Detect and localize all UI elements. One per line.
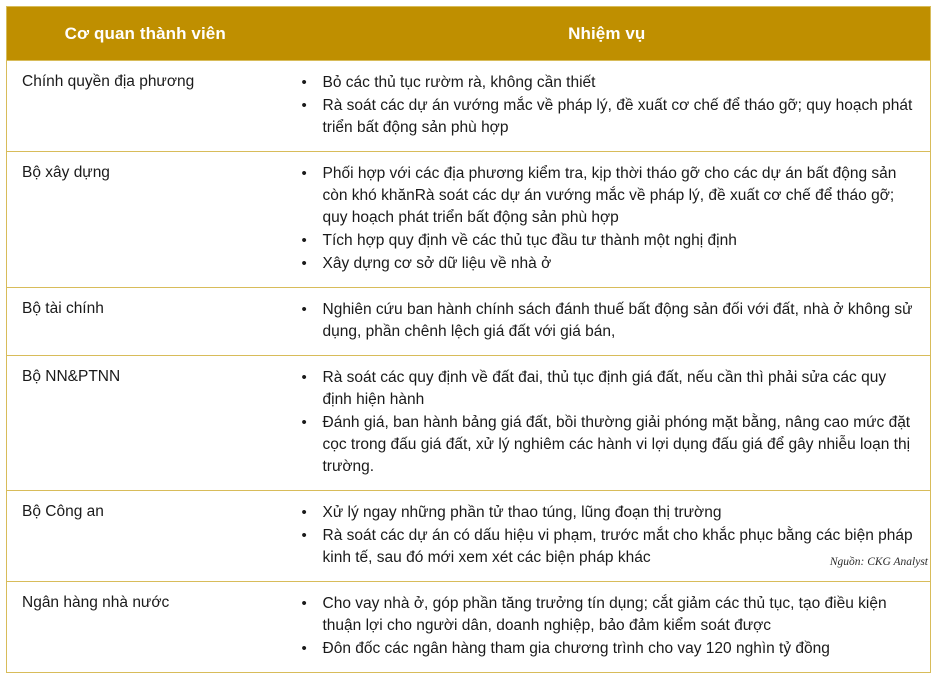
task-list-cell [284, 356, 931, 491]
task-list [292, 299, 915, 343]
task-item [292, 502, 915, 524]
bullet-icon: • [301, 414, 307, 431]
task-item [292, 412, 915, 478]
table-head [7, 7, 931, 61]
task-text: Đánh giá, ban hành bảng giá đất, bồi thường giải phóng mặt bằng, nâng cao mức đặt cọc trong đấu giá đất, xử lý nghiêm các hành vi lợi dụng đấu giá để gây nhiễu loạn thị trường. [322, 414, 911, 475]
agency-name-cell: Ngân hàng nhà nước [7, 582, 284, 673]
task-item [292, 525, 915, 569]
table-row [7, 491, 931, 582]
bullet-icon: • [301, 74, 307, 91]
agency-name-cell: Bộ Công an [7, 491, 284, 582]
table-row [7, 356, 931, 491]
bullet-icon: • [301, 232, 307, 249]
table-row [7, 582, 931, 673]
bullet-icon: • [301, 527, 307, 544]
task-list [292, 163, 915, 275]
task-item [292, 593, 915, 637]
bullet-icon: • [301, 301, 307, 318]
task-item [292, 72, 915, 94]
agency-name-cell: Chính quyền địa phương [7, 61, 284, 152]
task-text: Đôn đốc các ngân hàng tham gia chương trình cho vay 120 nghìn tỷ đồng [322, 640, 830, 657]
task-text: Nghiên cứu ban hành chính sách đánh thuế bất động sản đối với đất, nhà ở không sử dụng, phần chênh lệch giá đất với giá bán, [322, 301, 913, 340]
task-list [292, 72, 915, 139]
task-list [292, 502, 915, 569]
task-item [292, 163, 915, 229]
task-list-cell [284, 152, 931, 288]
bullet-icon: • [301, 255, 307, 272]
source-attribution: Nguồn: CKG Analyst [829, 556, 928, 568]
bullet-icon: • [301, 640, 307, 657]
table-row [7, 288, 931, 356]
assignment-table-container [6, 6, 930, 673]
column-header-task: Nhiệm vụ [284, 7, 931, 61]
bullet-icon: • [301, 369, 307, 386]
bullet-icon: • [301, 97, 307, 114]
column-header-agency: Cơ quan thành viên [7, 7, 284, 61]
task-item [292, 299, 915, 343]
task-text: Rà soát các quy định về đất đai, thủ tục định giá đất, nếu cần thì phải sửa các quy định hiện hành [322, 369, 887, 408]
task-item [292, 230, 915, 252]
assignment-table [6, 6, 931, 673]
task-text: Xử lý ngay những phần tử thao túng, lũng đoạn thị trường [322, 504, 722, 521]
task-text: Cho vay nhà ở, góp phần tăng trưởng tín dụng; cắt giảm các thủ tục, tạo điều kiện thuận lợi cho người dân, doanh nghiệp, bảo đảm kiểm soát được [322, 595, 887, 634]
table-row [7, 61, 931, 152]
task-list-cell [284, 288, 931, 356]
agency-name-cell: Bộ tài chính [7, 288, 284, 356]
bullet-icon: • [301, 504, 307, 521]
task-text: Phối hợp với các địa phương kiểm tra, kịp thời tháo gỡ cho các dự án bất động sản còn khó khănRà soát các dự án vướng mắc về pháp lý, đề xuất cơ chế để tháo gỡ; quy hoạch phát triển bất động sản phù hợp [322, 165, 897, 226]
task-item [292, 95, 915, 139]
task-item [292, 367, 915, 411]
task-text: Xây dựng cơ sở dữ liệu về nhà ở [322, 255, 552, 272]
task-list-cell [284, 582, 931, 673]
task-text: Rà soát các dự án có dấu hiệu vi phạm, trước mắt cho khắc phục bằng các biện pháp kinh tế, sau đó mới xem xét các biện pháp khác [322, 527, 913, 566]
agency-name-cell: Bộ xây dựng [7, 152, 284, 288]
task-list [292, 593, 915, 660]
task-text: Tích hợp quy định về các thủ tục đầu tư thành một nghị định [322, 232, 737, 249]
bullet-icon: • [301, 595, 307, 612]
task-text: Rà soát các dự án vướng mắc về pháp lý, đề xuất cơ chế để tháo gỡ; quy hoạch phát triển bất động sản phù hợp [322, 97, 913, 136]
bullet-icon: • [301, 165, 307, 182]
task-item [292, 638, 915, 660]
table-body [7, 61, 931, 673]
task-list-cell [284, 61, 931, 152]
agency-name-cell: Bộ NN&PTNN [7, 356, 284, 491]
task-list [292, 367, 915, 478]
task-item [292, 253, 915, 275]
table-header-row [7, 7, 931, 61]
table-row [7, 152, 931, 288]
task-text: Bỏ các thủ tục rườm rà, không cần thiết [322, 74, 596, 91]
